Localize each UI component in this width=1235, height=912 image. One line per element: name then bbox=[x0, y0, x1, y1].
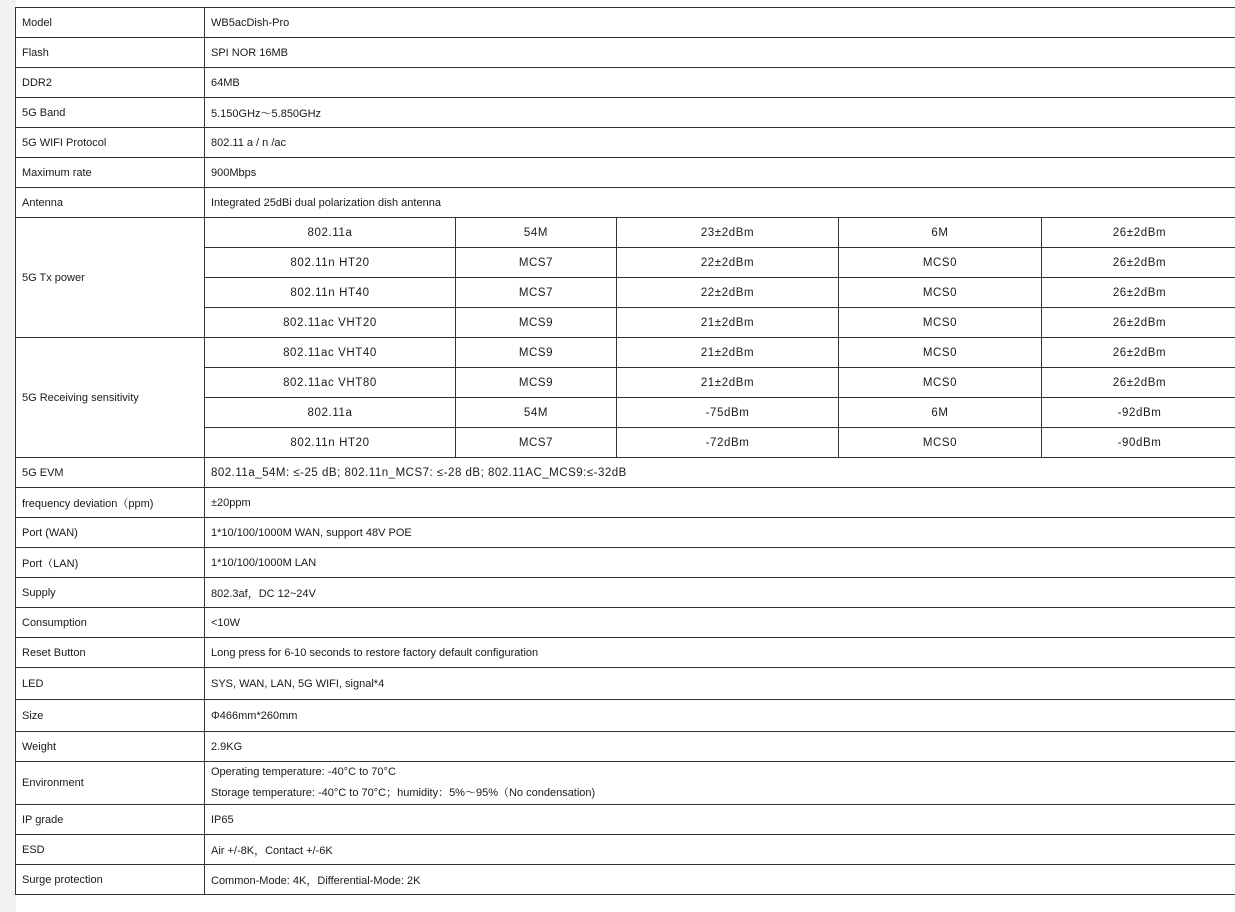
page-margin-shade bbox=[0, 0, 16, 912]
spec-row-esd bbox=[16, 835, 1235, 865]
row-value: 900Mbps bbox=[205, 158, 1235, 188]
row-label: LED bbox=[16, 668, 205, 700]
rx-cell: -90dBm bbox=[1042, 428, 1235, 458]
spec-row-port-wan bbox=[16, 518, 1235, 548]
row-label: Weight bbox=[16, 732, 205, 762]
spec-row-flash bbox=[16, 38, 1235, 68]
spec-row-freq-deviation bbox=[16, 488, 1235, 518]
row-label: Port (WAN) bbox=[16, 518, 205, 548]
row-value: SPI NOR 16MB bbox=[205, 38, 1235, 68]
storage-temperature-line: Storage temperature: -40°C to 70°C；humidity：5%～95%（No condensation) bbox=[211, 787, 596, 799]
rx-cell: MCS0 bbox=[839, 338, 1042, 368]
spec-row-consumption bbox=[16, 608, 1235, 638]
tx-cell: 802.11a bbox=[205, 218, 456, 248]
row-value: 802.11 a / n /ac bbox=[205, 128, 1235, 158]
rx-cell: 21±2dBm bbox=[617, 368, 839, 398]
row-label: Port（LAN) bbox=[16, 548, 205, 578]
rx-cell: 26±2dBm bbox=[1042, 338, 1235, 368]
row-value: ±20ppm bbox=[205, 488, 1235, 518]
rx-cell: MCS0 bbox=[839, 368, 1042, 398]
row-label: Surge protection bbox=[16, 865, 205, 895]
row-value: 1*10/100/1000M LAN bbox=[205, 548, 1235, 578]
rx-cell: -72dBm bbox=[617, 428, 839, 458]
tx-cell: 802.11ac VHT20 bbox=[205, 308, 456, 338]
rx-cell: 802.11ac VHT40 bbox=[205, 338, 456, 368]
spec-row-band bbox=[16, 98, 1235, 128]
rx-cell: MCS7 bbox=[456, 428, 617, 458]
spec-row-supply bbox=[16, 578, 1235, 608]
rx-cell: 21±2dBm bbox=[617, 338, 839, 368]
row-label: Maximum rate bbox=[16, 158, 205, 188]
row-label: Consumption bbox=[16, 608, 205, 638]
row-label: Environment bbox=[16, 762, 205, 805]
environment-value bbox=[205, 762, 1235, 805]
row-value: IP65 bbox=[205, 805, 1235, 835]
tx-cell: 802.11n HT20 bbox=[205, 248, 456, 278]
spec-row-led bbox=[16, 668, 1235, 700]
spec-row-weight bbox=[16, 732, 1235, 762]
spec-table bbox=[15, 7, 1235, 895]
row-value: 64MB bbox=[205, 68, 1235, 98]
spec-row-surge-protection bbox=[16, 865, 1235, 895]
row-value: <10W bbox=[205, 608, 1235, 638]
row-label: IP grade bbox=[16, 805, 205, 835]
tx-cell: 54M bbox=[456, 218, 617, 248]
spec-row-reset-button bbox=[16, 638, 1235, 668]
row-label: Reset Button bbox=[16, 638, 205, 668]
rx-cell: MCS9 bbox=[456, 368, 617, 398]
spec-row-port-lan bbox=[16, 548, 1235, 578]
row-value: Integrated 25dBi dual polarization dish antenna bbox=[205, 188, 1235, 218]
tx-cell: 21±2dBm bbox=[617, 308, 839, 338]
rx-cell: 26±2dBm bbox=[1042, 368, 1235, 398]
tx-power-label: 5G Tx power bbox=[16, 218, 205, 338]
operating-temperature-line: Operating temperature: -40°C to 70°C bbox=[211, 766, 396, 778]
spec-row-size bbox=[16, 700, 1235, 732]
rx-cell: 802.11ac VHT80 bbox=[205, 368, 456, 398]
row-label: Supply bbox=[16, 578, 205, 608]
rx-cell: MCS9 bbox=[456, 338, 617, 368]
spec-row-environment bbox=[16, 762, 1235, 805]
row-label: frequency deviation（ppm) bbox=[16, 488, 205, 518]
row-value: Air +/-8K，Contact +/-6K bbox=[205, 835, 1235, 865]
row-value: Long press for 6-10 seconds to restore factory default configuration bbox=[205, 638, 1235, 668]
row-value: 802.3af，DC 12~24V bbox=[205, 578, 1235, 608]
spec-row-protocol bbox=[16, 128, 1235, 158]
tx-cell: 23±2dBm bbox=[617, 218, 839, 248]
rx-cell: -75dBm bbox=[617, 398, 839, 428]
row-value: SYS, WAN, LAN, 5G WIFI, signal*4 bbox=[205, 668, 1235, 700]
row-label: 5G EVM bbox=[16, 458, 205, 488]
row-value: WB5acDish-Pro bbox=[205, 8, 1235, 38]
spec-row-model bbox=[16, 8, 1235, 38]
row-value: 2.9KG bbox=[205, 732, 1235, 762]
spec-row-max-rate bbox=[16, 158, 1235, 188]
tx-cell: 26±2dBm bbox=[1042, 278, 1235, 308]
row-label: 5G Band bbox=[16, 98, 205, 128]
row-value: 5.150GHz～5.850GHz bbox=[205, 98, 1235, 128]
tx-cell: 26±2dBm bbox=[1042, 308, 1235, 338]
rx-sensitivity-label: 5G Receiving sensitivity bbox=[16, 338, 205, 458]
row-value: 1*10/100/1000M WAN, support 48V POE bbox=[205, 518, 1235, 548]
row-label: ESD bbox=[16, 835, 205, 865]
tx-cell: MCS7 bbox=[456, 248, 617, 278]
tx-power-row bbox=[16, 218, 1235, 248]
row-label: 5G WIFI Protocol bbox=[16, 128, 205, 158]
rx-sensitivity-row bbox=[16, 338, 1235, 368]
row-label: DDR2 bbox=[16, 68, 205, 98]
tx-cell: MCS7 bbox=[456, 278, 617, 308]
row-label: Size bbox=[16, 700, 205, 732]
row-value: Φ466mm*260mm bbox=[205, 700, 1235, 732]
spec-row-ddr2 bbox=[16, 68, 1235, 98]
spec-row-evm bbox=[16, 458, 1235, 488]
row-value: 802.11a_54M: ≤-25 dB; 802.11n_MCS7: ≤-28 dB; 802.11AC_MCS9:≤-32dB bbox=[205, 458, 1235, 488]
row-label: Model bbox=[16, 8, 205, 38]
rx-cell: 6M bbox=[839, 398, 1042, 428]
rx-cell: 802.11n HT20 bbox=[205, 428, 456, 458]
tx-cell: MCS0 bbox=[839, 278, 1042, 308]
rx-cell: MCS0 bbox=[839, 428, 1042, 458]
tx-cell: MCS0 bbox=[839, 248, 1042, 278]
row-label: Antenna bbox=[16, 188, 205, 218]
tx-cell: 26±2dBm bbox=[1042, 248, 1235, 278]
tx-cell: 22±2dBm bbox=[617, 248, 839, 278]
tx-cell: 22±2dBm bbox=[617, 278, 839, 308]
spec-row-ip-grade bbox=[16, 805, 1235, 835]
row-label: Flash bbox=[16, 38, 205, 68]
tx-cell: MCS9 bbox=[456, 308, 617, 338]
tx-cell: 802.11n HT40 bbox=[205, 278, 456, 308]
tx-cell: 26±2dBm bbox=[1042, 218, 1235, 248]
rx-cell: 802.11a bbox=[205, 398, 456, 428]
rx-cell: -92dBm bbox=[1042, 398, 1235, 428]
rx-cell: 54M bbox=[456, 398, 617, 428]
tx-cell: MCS0 bbox=[839, 308, 1042, 338]
spec-row-antenna bbox=[16, 188, 1235, 218]
tx-cell: 6M bbox=[839, 218, 1042, 248]
row-value: Common-Mode: 4K，Differential-Mode: 2K bbox=[205, 865, 1235, 895]
